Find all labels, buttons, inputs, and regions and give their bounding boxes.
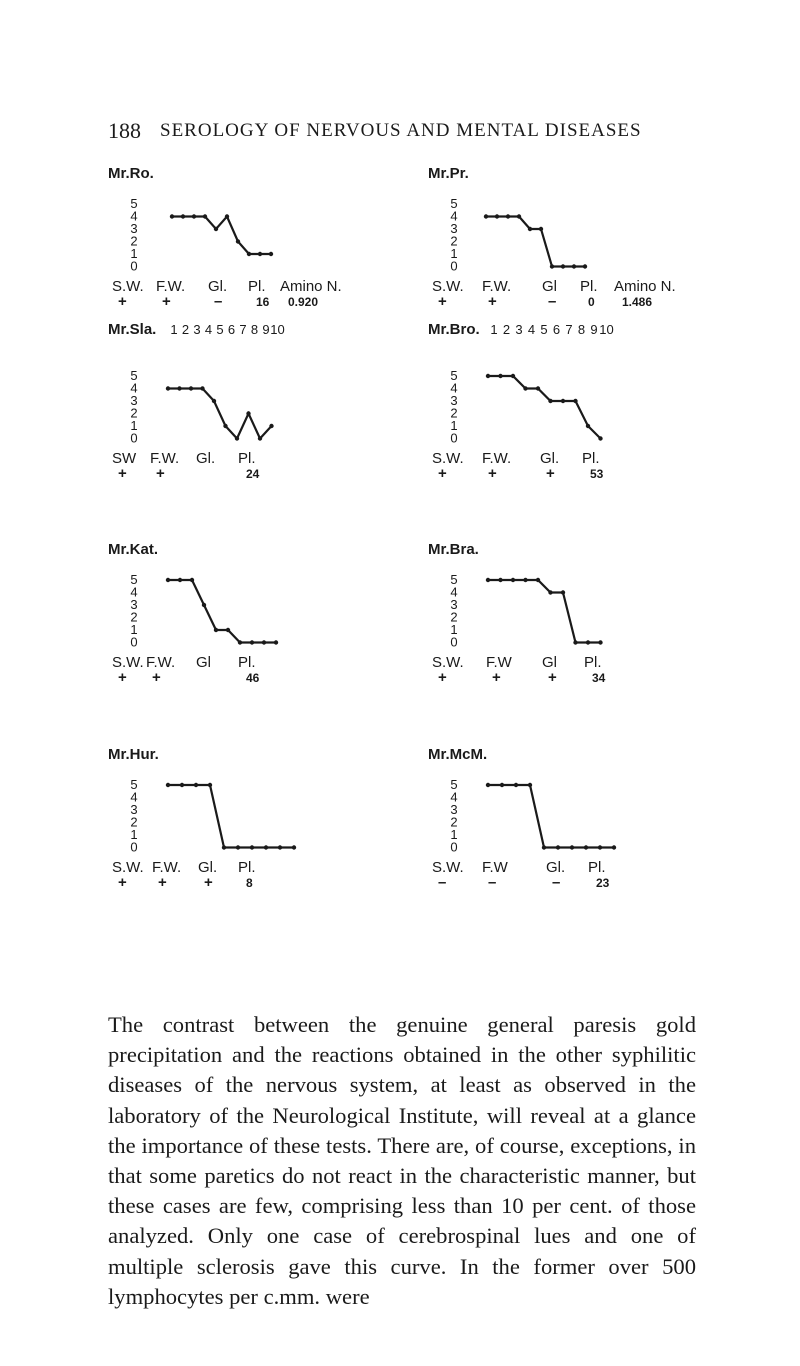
col-label: F.W. xyxy=(146,654,176,671)
chart-3 xyxy=(108,318,468,482)
col-label: Pl. xyxy=(248,278,266,295)
data-point xyxy=(561,264,565,268)
x-tick-label: 6 xyxy=(552,322,561,337)
x-tick-label: 6 xyxy=(227,322,236,337)
y-tick-label: 2 xyxy=(450,609,458,625)
data-point xyxy=(561,399,565,403)
x-tick-label: 5 xyxy=(540,322,548,337)
col-label: Gl xyxy=(196,654,211,671)
data-point xyxy=(498,578,502,582)
result-value: – xyxy=(488,874,497,891)
data-point xyxy=(170,214,174,218)
y-tick-label: 4 xyxy=(450,584,458,600)
col-label: Pl. xyxy=(584,654,602,671)
series-line xyxy=(168,785,294,848)
data-point xyxy=(486,374,490,378)
y-tick-label: 3 xyxy=(130,393,138,408)
data-point xyxy=(177,386,181,390)
y-tick-label: 1 xyxy=(130,246,138,261)
result-value: – xyxy=(214,293,223,310)
y-tick-label: 1 xyxy=(130,827,138,842)
col-label: S.W. xyxy=(432,278,464,295)
running-head: SEROLOGY OF NERVOUS AND MENTAL DISEASES xyxy=(160,120,642,141)
x-tick-label: 9 xyxy=(262,322,270,337)
chart-title: Mr.Pr. xyxy=(428,165,469,182)
chart-title: Mr.Hur. xyxy=(108,746,159,763)
y-tick-label: 2 xyxy=(130,233,138,249)
y-tick-label: 5 xyxy=(130,196,138,211)
y-tick-label: 5 xyxy=(450,368,458,383)
y-tick-label: 3 xyxy=(450,221,458,236)
y-tick-label: 4 xyxy=(130,789,138,805)
result-value: – xyxy=(438,874,447,891)
y-tick-label: 1 xyxy=(450,418,458,433)
y-tick-label: 3 xyxy=(450,802,458,817)
y-tick-label: 3 xyxy=(450,393,458,408)
col-label: Gl xyxy=(542,654,557,671)
chart-6 xyxy=(428,538,788,698)
data-point xyxy=(200,386,204,390)
data-point xyxy=(226,628,230,632)
result-value: 0.920 xyxy=(288,295,319,309)
data-point xyxy=(539,227,543,231)
data-point xyxy=(269,424,273,428)
page-number: 188 xyxy=(108,118,141,143)
data-point xyxy=(238,640,242,644)
chart-1 xyxy=(108,162,468,322)
series-line xyxy=(172,217,271,255)
x-tick-label: 5 xyxy=(216,322,224,337)
data-point xyxy=(514,783,518,787)
result-value: + xyxy=(158,874,167,891)
x-tick-label: 2 xyxy=(502,322,511,337)
data-point xyxy=(486,578,490,582)
data-point xyxy=(523,386,527,390)
col-label: Pl. xyxy=(238,859,256,876)
result-value: 34 xyxy=(592,671,606,685)
data-point xyxy=(583,264,587,268)
data-point xyxy=(166,578,170,582)
chart-title: Mr.Bro. xyxy=(428,321,480,338)
data-point xyxy=(511,578,515,582)
data-point xyxy=(528,227,532,231)
y-tick-label: 4 xyxy=(130,584,138,600)
data-point xyxy=(573,399,577,403)
data-point xyxy=(572,264,576,268)
series-line xyxy=(488,580,601,643)
data-point xyxy=(495,214,499,218)
y-tick-label: 5 xyxy=(450,572,458,587)
col-label: F.W. xyxy=(482,278,512,295)
result-value: + xyxy=(488,293,497,310)
data-point xyxy=(178,578,182,582)
x-tick-label: 3 xyxy=(193,322,201,337)
data-point xyxy=(247,252,251,256)
col-label: Pl. xyxy=(238,654,256,671)
y-tick-label: 4 xyxy=(450,789,458,805)
series-line xyxy=(168,389,272,439)
data-point xyxy=(214,628,218,632)
y-tick-label: 0 xyxy=(130,430,138,446)
data-point xyxy=(484,214,488,218)
result-value: + xyxy=(492,669,501,686)
y-tick-label: 5 xyxy=(450,196,458,211)
col-label: F.W. xyxy=(152,859,182,876)
col-label: Gl. xyxy=(546,859,566,876)
data-point xyxy=(258,252,262,256)
data-point xyxy=(292,845,296,849)
y-tick-label: 1 xyxy=(130,418,138,433)
data-point xyxy=(598,845,602,849)
data-point xyxy=(180,783,184,787)
col-label: Gl. xyxy=(196,450,216,467)
result-value: + xyxy=(156,465,165,482)
y-tick-label: 4 xyxy=(450,208,458,224)
data-point xyxy=(250,845,254,849)
data-point xyxy=(274,640,278,644)
data-point xyxy=(212,399,216,403)
y-tick-label: 4 xyxy=(130,208,138,224)
chart-4 xyxy=(428,318,788,482)
data-point xyxy=(598,640,602,644)
y-tick-label: 0 xyxy=(450,430,458,446)
body-paragraph: The contrast between the genuine general paresis gold precipitation and the reactions obtained in the other syphilitic diseases of the nervous system, at least as observed in the laboratory of the Neurological Institute, will reveal at a glance the importance of these tests. There are, of course, exceptions, in that some paretics do not react in the characteristic manner, but these cases are few, comprising less than 10 per cent. of those analyzed. Only one case of cerebrospinal lues and one of multiple sclerosis gave this curve. In the former over 500 lymphocytes per c.mm. were xyxy=(108,1012,696,1309)
data-point xyxy=(203,214,207,218)
col-label: F.W xyxy=(486,654,512,671)
data-point xyxy=(570,845,574,849)
data-point xyxy=(236,845,240,849)
y-tick-label: 1 xyxy=(450,246,458,261)
result-value: 1.486 xyxy=(622,295,653,309)
chart-5 xyxy=(108,538,468,698)
y-tick-label: 3 xyxy=(130,597,138,612)
result-value: + xyxy=(118,669,127,686)
col-label: S.W. xyxy=(112,654,144,671)
y-tick-label: 0 xyxy=(450,258,458,274)
col-label: F.W. xyxy=(150,450,180,467)
data-point xyxy=(189,386,193,390)
x-tick-label: 4 xyxy=(204,322,213,337)
chart-7 xyxy=(108,743,468,903)
y-tick-label: 0 xyxy=(130,634,138,650)
y-tick-label: 3 xyxy=(130,221,138,236)
y-tick-label: 2 xyxy=(130,405,138,421)
y-tick-label: 1 xyxy=(450,622,458,637)
amino-n-label: Amino N. xyxy=(614,278,676,295)
result-value: 23 xyxy=(596,876,610,890)
data-point xyxy=(192,214,196,218)
data-point xyxy=(225,214,229,218)
data-point xyxy=(258,436,262,440)
result-value: 8 xyxy=(246,876,253,890)
y-tick-label: 3 xyxy=(130,802,138,817)
x-tick-label: 3 xyxy=(515,322,523,337)
y-tick-label: 0 xyxy=(450,839,458,855)
y-tick-label: 2 xyxy=(130,814,138,830)
x-tick-label: 7 xyxy=(565,322,573,337)
col-label: S.W. xyxy=(112,278,144,295)
result-value: + xyxy=(438,669,447,686)
col-label: F.W. xyxy=(482,450,512,467)
x-tick-label: 1 xyxy=(490,322,498,337)
col-label: Gl. xyxy=(540,450,560,467)
data-point xyxy=(536,578,540,582)
result-value: 16 xyxy=(256,295,270,309)
y-tick-label: 4 xyxy=(130,380,138,396)
col-label: Pl. xyxy=(580,278,598,295)
result-value: + xyxy=(118,465,127,482)
y-tick-label: 5 xyxy=(130,572,138,587)
chart-title: Mr.Ro. xyxy=(108,165,154,182)
chart-title: Mr.Kat. xyxy=(108,541,159,558)
x-tick-label: 10 xyxy=(270,322,285,337)
data-point xyxy=(500,783,504,787)
data-point xyxy=(511,374,515,378)
data-point xyxy=(548,399,552,403)
col-label: F.W xyxy=(482,859,508,876)
result-value: – xyxy=(552,874,561,891)
data-point xyxy=(236,239,240,243)
data-point xyxy=(561,590,565,594)
data-point xyxy=(223,424,227,428)
y-tick-label: 4 xyxy=(450,380,458,396)
x-tick-label: 9 xyxy=(590,322,598,337)
chart-title: Mr.Sla. xyxy=(108,321,157,338)
data-point xyxy=(612,845,616,849)
data-point xyxy=(269,252,273,256)
y-tick-label: 0 xyxy=(450,634,458,650)
col-label: Pl. xyxy=(588,859,606,876)
chart-title: Mr.Bra. xyxy=(428,541,479,558)
result-value: + xyxy=(438,293,447,310)
y-tick-label: 5 xyxy=(130,368,138,383)
data-point xyxy=(166,783,170,787)
col-label: SW xyxy=(112,450,137,467)
x-tick-label: 7 xyxy=(239,322,247,337)
data-point xyxy=(166,386,170,390)
data-point xyxy=(536,386,540,390)
series-line xyxy=(486,217,585,267)
data-point xyxy=(586,424,590,428)
result-value: + xyxy=(118,874,127,891)
y-tick-label: 2 xyxy=(450,233,458,249)
result-value: + xyxy=(548,669,557,686)
page-header xyxy=(108,118,728,148)
col-label: Gl. xyxy=(208,278,228,295)
result-value: + xyxy=(152,669,161,686)
y-tick-label: 2 xyxy=(130,609,138,625)
result-value: 53 xyxy=(590,467,604,481)
y-tick-label: 5 xyxy=(450,777,458,792)
data-point xyxy=(250,640,254,644)
y-tick-label: 5 xyxy=(130,777,138,792)
data-point xyxy=(523,578,527,582)
chart-2 xyxy=(428,162,788,322)
col-label: S.W. xyxy=(432,859,464,876)
data-point xyxy=(208,783,212,787)
data-point xyxy=(214,227,218,231)
col-label: Pl. xyxy=(582,450,600,467)
result-value: 0 xyxy=(588,295,595,309)
result-value: + xyxy=(162,293,171,310)
data-point xyxy=(262,640,266,644)
col-label: Pl. xyxy=(238,450,256,467)
x-tick-label: 10 xyxy=(599,322,614,337)
col-label: Gl xyxy=(542,278,557,295)
y-tick-label: 1 xyxy=(450,827,458,842)
x-tick-label: 8 xyxy=(250,322,259,337)
data-point xyxy=(598,436,602,440)
series-line xyxy=(488,785,614,848)
result-value: + xyxy=(438,465,447,482)
col-label: F.W. xyxy=(156,278,186,295)
x-tick-label: 2 xyxy=(181,322,190,337)
data-point xyxy=(586,640,590,644)
x-tick-label: 4 xyxy=(527,322,536,337)
result-value: + xyxy=(546,465,555,482)
result-value: 46 xyxy=(246,671,260,685)
data-point xyxy=(486,783,490,787)
result-value: + xyxy=(488,465,497,482)
x-tick-label: 1 xyxy=(170,322,178,337)
data-point xyxy=(235,436,239,440)
y-tick-label: 0 xyxy=(130,839,138,855)
x-tick-label: 8 xyxy=(577,322,586,337)
col-label: S.W. xyxy=(112,859,144,876)
data-point xyxy=(528,783,532,787)
data-point xyxy=(181,214,185,218)
data-point xyxy=(548,590,552,594)
amino-n-label: Amino N. xyxy=(280,278,342,295)
y-tick-label: 0 xyxy=(130,258,138,274)
y-tick-label: 3 xyxy=(450,597,458,612)
data-point xyxy=(556,845,560,849)
data-point xyxy=(542,845,546,849)
data-point xyxy=(498,374,502,378)
result-value: + xyxy=(204,874,213,891)
result-value: – xyxy=(548,293,557,310)
series-line xyxy=(168,580,276,643)
chart-title: Mr.McM. xyxy=(428,746,488,763)
data-point xyxy=(573,640,577,644)
data-point xyxy=(506,214,510,218)
col-label: S.W. xyxy=(432,450,464,467)
data-point xyxy=(246,411,250,415)
data-point xyxy=(517,214,521,218)
y-tick-label: 2 xyxy=(450,814,458,830)
data-point xyxy=(278,845,282,849)
data-point xyxy=(264,845,268,849)
data-point xyxy=(202,603,206,607)
result-value: 24 xyxy=(246,467,260,481)
y-tick-label: 1 xyxy=(130,622,138,637)
chart-8 xyxy=(428,743,788,903)
result-value: + xyxy=(118,293,127,310)
data-point xyxy=(194,783,198,787)
data-point xyxy=(584,845,588,849)
col-label: Gl. xyxy=(198,859,218,876)
data-point xyxy=(550,264,554,268)
y-tick-label: 2 xyxy=(450,405,458,421)
series-line xyxy=(488,376,601,439)
col-label: S.W. xyxy=(432,654,464,671)
data-point xyxy=(222,845,226,849)
data-point xyxy=(190,578,194,582)
